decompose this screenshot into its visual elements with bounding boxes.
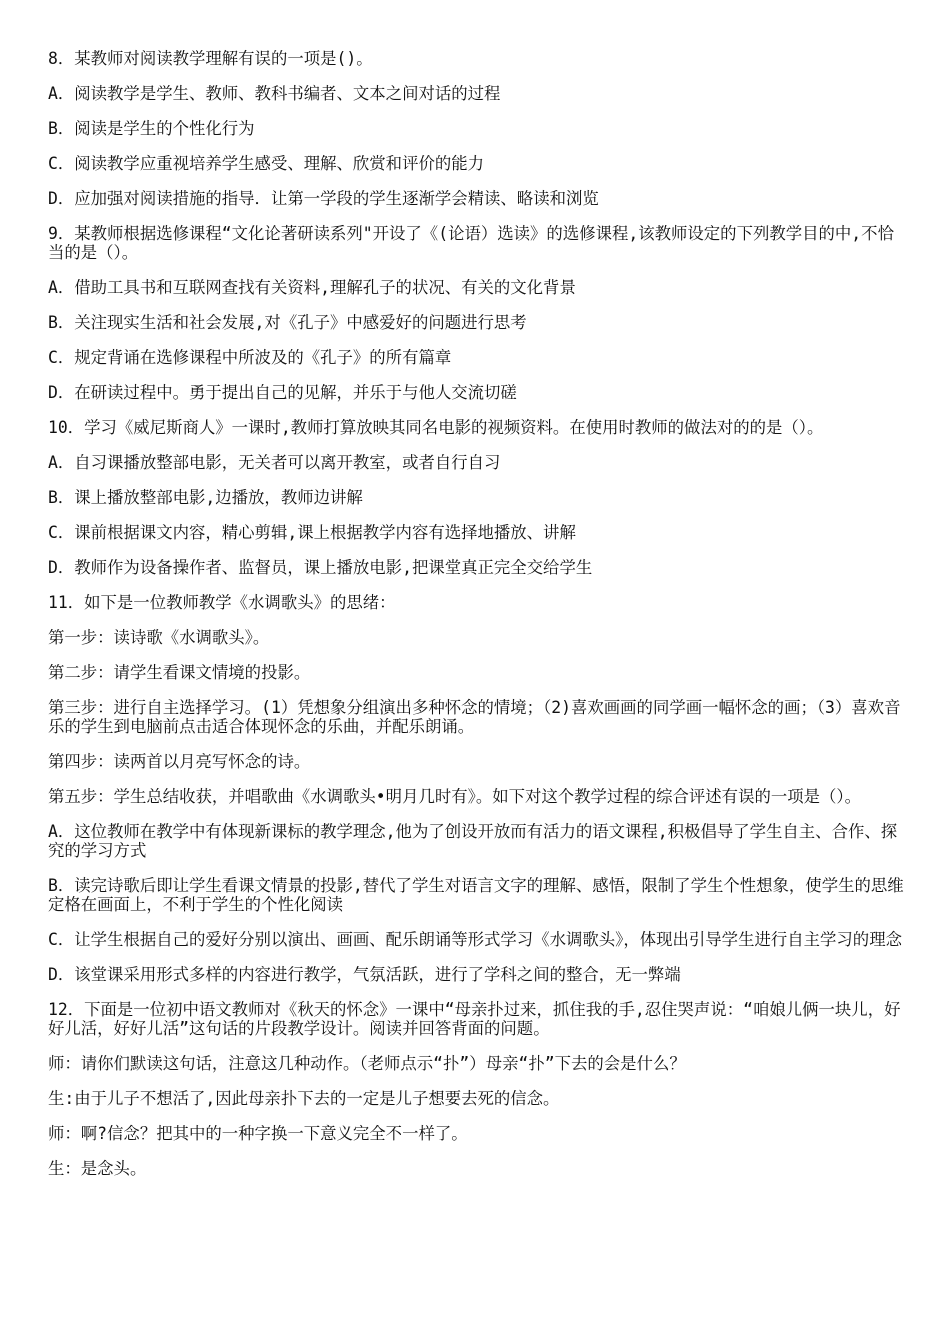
question-11-step-2: 第二步：请学生看课文情境的投影。 bbox=[48, 663, 311, 682]
dialogue-teacher-1: 师：请你们默读这句话，注意这几种动作。（老师点示“扑”）母亲“扑”下去的会是什么？ bbox=[48, 1054, 686, 1073]
question-9-option-b: B．关注现实生活和社会发展,对《孔子》中感爱好的问题进行思考 bbox=[48, 313, 527, 332]
question-11-step-1: 第一步：读诗歌《水调歌头》。 bbox=[48, 628, 270, 647]
dialogue-student-2: 生：是念头。 bbox=[48, 1159, 147, 1178]
question-8-stem: 8．某教师对阅读教学理解有误的一项是()。 bbox=[48, 49, 373, 68]
question-10-option-a: A．自习课播放整部电影，无关者可以离开教室，或者自行自习 bbox=[48, 453, 501, 472]
question-8-option-d: D．应加强对阅读措施的指导．让第一学段的学生逐渐学会精读、略读和浏览 bbox=[48, 189, 599, 208]
question-8-option-c: C．阅读教学应重视培养学生感受、理解、欣赏和评价的能力 bbox=[48, 154, 485, 173]
question-10-option-c: C．课前根据课文内容，精心剪辑,课上根据教学内容有选择地播放、讲解 bbox=[48, 523, 576, 542]
question-10-stem: 10．学习《威尼斯商人》一课时,教师打算放映其同名电影的视频资料。在使用时教师的做法对的的是（）。 bbox=[48, 418, 824, 437]
question-11-step-5: 第五步：学生总结收获，并唱歌曲《水调歌头•明月几时有》。如下对这个教学过程的综合评述有误的一项是（）。 bbox=[48, 787, 861, 806]
question-11-option-d: D．该堂课采用形式多样的内容进行教学，气氛活跃，进行了学科之间的整合，无一弊端 bbox=[48, 965, 681, 984]
question-9-option-d: D．在研读过程中。勇于提出自己的见解，并乐于与他人交流切磋 bbox=[48, 383, 517, 402]
question-11-step-3: 第三步：进行自主选择学习。(1）凭想象分组演出多种怀念的情境；（2)喜欢画画的同学画一幅怀念的画；（3）喜欢音乐的学生到电脑前点击适合体现怀念的乐曲，并配乐朗诵。 bbox=[48, 698, 901, 736]
question-11-option-a: A．这位教师在教学中有体现新课标的教学理念,他为了创设开放而有活力的语文课程,积极倡导了学生自主、合作、探究的学习方式 bbox=[48, 822, 898, 860]
question-11-step-4: 第四步：读两首以月亮写怀念的诗。 bbox=[48, 752, 311, 771]
question-8-option-b: B．阅读是学生的个性化行为 bbox=[48, 119, 255, 138]
question-8-option-a: A．阅读教学是学生、教师、教科书编者、文本之间对话的过程 bbox=[48, 84, 501, 103]
question-11-option-b: B．读完诗歌后即让学生看课文情景的投影,替代了学生对语言文字的理解、感悟，限制了学生个性想象，使学生的思维定格在画面上，不利于学生的个性化阅读 bbox=[48, 876, 904, 914]
question-9-option-a: A．借助工具书和互联网查找有关资料,理解孔子的状况、有关的文化背景 bbox=[48, 278, 576, 297]
dialogue-teacher-2: 师：啊?信念？把其中的一种字换一下意义完全不一样了。 bbox=[48, 1124, 468, 1143]
question-11-stem: 11．如下是一位教师教学《水调歌头》的思绪： bbox=[48, 593, 396, 612]
question-10-option-b: B．课上播放整部电影,边播放，教师边讲解 bbox=[48, 488, 363, 507]
question-11-option-c: C．让学生根据自己的爱好分别以演出、画画、配乐朗诵等形式学习《水调歌头》，体现出引导学生进行自主学习的理念 bbox=[48, 930, 902, 949]
question-10-option-d: D．教师作为设备操作者、监督员，课上播放电影,把课堂真正完全交给学生 bbox=[48, 558, 593, 577]
question-12-stem: 12．下面是一位初中语文教师对《秋天的怀念》一课中“母亲扑过来，抓住我的手,忍住哭声说：“咱娘儿俩一块儿，好好儿活，好好儿活”这句话的片段教学设计。阅读并回答背面的问题。 bbox=[48, 1000, 901, 1038]
question-9-stem: 9．某教师根据选修课程“文化论著研读系列"开设了《(论语）选读》的选修课程,该教师设定的下列教学目的中,不恰当的是（）。 bbox=[48, 224, 894, 262]
dialogue-student-1: 生:由于儿子不想活了,因此母亲扑下去的一定是儿子想要去死的信念。 bbox=[48, 1089, 560, 1108]
question-9-option-c: C．规定背诵在选修课程中所波及的《孔子》的所有篇章 bbox=[48, 348, 452, 367]
